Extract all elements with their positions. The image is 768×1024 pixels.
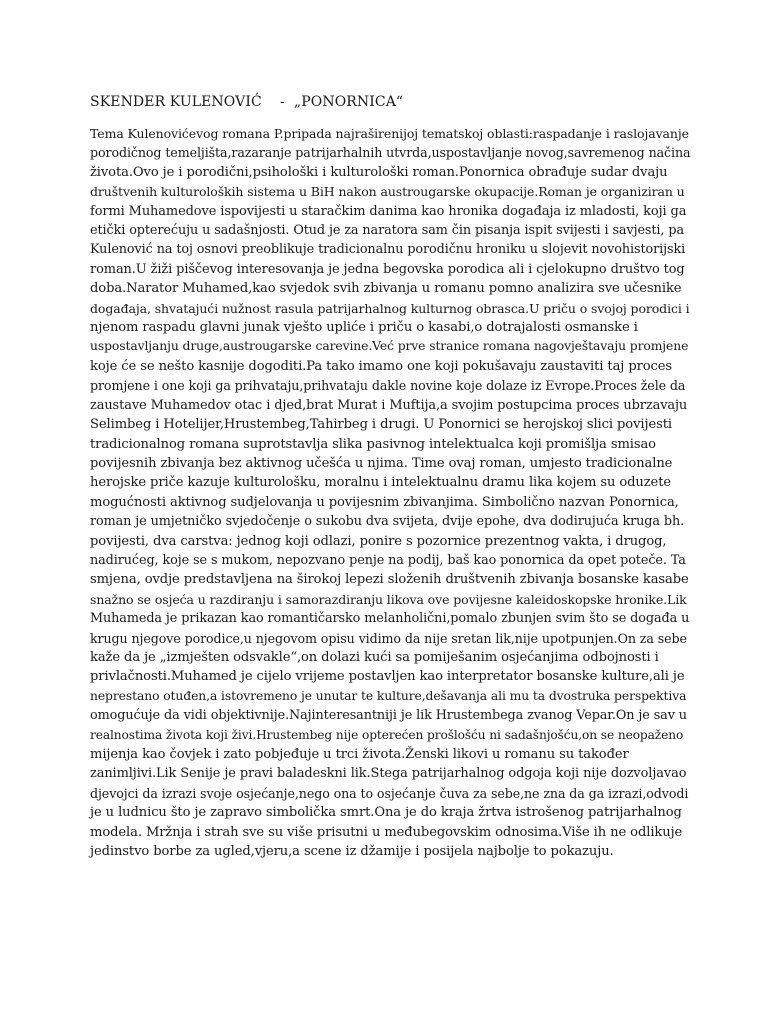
text-line: Tema Kulenovićevog romana P.pripada najraširenijoj tematskoj oblasti:raspadanje i raslojavanje [90,126,689,141]
text-line: Kulenović na toj osnovi preoblikuje tradicionalnu porodičnu hroniku u slojevit novohistorijski [90,242,686,258]
text-line: doba.Narator Muhamed,kao svjedok svih zbivanja u romanu pomno analizira sve učesnike [90,281,682,297]
text-line: realnostima života koji živi.Hrustembeg nije opterećen prošlošću ni sadašnjošću,on se neopaženo [90,727,684,742]
text-line: Muhameda je prikazan kao romantičarsko melanholični,pomalo zbunjen svim što se događa u [90,611,690,627]
text-line: je u ludnicu što je zapravo simbolička smrt.Ona je do kraja žrtva istrošenog patrijarhalnog [90,805,682,821]
text-line: neprestano otuđen,a istovremeno je unutar te kulture,dešavanja ali mu ta dvostruka perspektiva [90,688,687,703]
text-line: kaže da je „izmješten odsvakle“,on dolazi kući sa pomiješanim osjećanjima odbojnosti i [90,649,659,665]
text-line: njenom raspadu glavni junak vješto upliće i priču o kasabi,o dotrajalosti osmanske i [90,320,638,336]
text-line: koje će se nešto kasnije dogoditi.Pa tako imamo one koji pokušavaju zaustaviti taj proces [90,358,673,374]
document-body [90,124,690,861]
text-line: krugu njegove porodice,u njegovom opisu vidimo da nije sretan lik,nije upotpunjen.On za sebe [90,630,687,646]
text-line: snažno se osjeća u razdiranju i samorazdiranju likova ove povijesne kaleidoskopske hronike.Lik [90,591,687,607]
text-line: roman je umjetničko svjedočenje o sukobu dva svijeta, dvije epohe, dva dodirujuća kruga bh. [90,514,685,530]
text-line: djevojci da izrazi svoje osjećanje,nego ona to osjećanje čuva za sebe,ne zna da ga izrazi,odvodi [90,785,689,801]
text-line: Selimbeg i Hotelijer,Hrustembeg,Tahirbeg i drugi. U Ponornici se herojskoj slici povijesti [90,417,672,433]
text-line: mogućnosti aktivnog sudjelovanja u povijesnim zbivanjima. Simbolično nazvan Ponornica, [90,494,679,510]
text-line: mijenja kao čovjek i zato pobjeđuje u trci života.Ženski likovi u romanu su također [90,747,629,762]
text-line: uspostavljanju druge,austrougarske carevine.Već prve stranice romana nagovještavaju promjene [90,339,689,354]
text-line: zanimljivi.Lik Senije je pravi baladeskni lik.Stega patrijarhalnog odgoja koji nije dozvoljavao [90,766,687,782]
document-page [90,92,690,861]
text-line: jedinstvo borbe za ugled,vjeru,a scene iz džamije i posijela najbolje to pokazuju. [90,844,614,860]
text-line: zaustave Muhamedov otac i djed,brat Murat i Muftija,a svojim postupcima proces ubrzavaju [90,397,688,413]
text-line: roman.U žiži piščevog interesovanja je jedna begovska porodica ali i cjelokupno društvo tog [90,261,685,277]
text-line: života.Ovo je i porodični,psihološki i kulturološki roman.Ponornica obrađuje sudar dvaju [90,164,668,180]
text-line: društvenih kulturoloških sistema u BiH nakon austrougarske okupacije.Roman je organiziran u [90,184,685,200]
text-line: privlačnosti.Muhamed je cijelo vrijeme postavljen kao interpretator bosanske kulture,ali je [90,669,685,685]
document-title: SKENDER KULENOVIĆ - „PONORNICA“ [90,94,404,110]
text-line: omogućuje da vidi objektivnije.Najinteresantniji je lik Hrustembega zvanog Vepar.On je sav u [90,708,687,724]
text-line: tradicionalnog romana suprotstavlja slika pasivnog intelektualca koji promišlja smisao [90,436,656,452]
text-line: herojske priče kazuje kulturološku, moralnu i intelektualnu dramu lika kojem su oduzete [90,475,671,491]
text-line: nadirućeg, koje se s mukom, nepozvano penje na podij, baš kao ponornica da opet poteče. Ta [90,552,686,568]
text-line: događaja, shvatajući nužnost rasula patrijarhalnog kulturnog obrasca.U priču o svojoj porodici i [90,300,690,316]
text-line: formi Muhamedove ispovijesti u staračkim danima kao hronika događaja iz mladosti, koji ga [90,203,687,219]
text-line: povijesti, dva carstva: jednog koji odlazi, ponire s pozornice prezentnog vakta, i drugog, [90,533,667,549]
text-line: promjene i one koji ga prihvataju,prihvataju dakle novine koje dolaze iz Evrope.Proces žele da [90,378,686,394]
text-line: povijesnih zbivanja bez aktivnog učešća u njima. Time ovaj roman, umjesto tradicionalne [90,455,673,471]
text-line: smjena, ovdje predstavljena na širokoj lepezi složenih društvenih zbivanja bosanske kasabe [90,572,689,588]
text-line: modela. Mržnja i strah sve su više prisutni u međubegovskim odnosima.Više ih ne odlikuje [90,824,683,840]
text-line: porodičnog temeljišta,razaranje patrijarhalnih utvrda,uspostavljanje novog,savremenog načina [90,145,691,161]
text-line: etički opterećuju u sadašnjosti. Otud je za naratora sam čin pisanja ispit svijesti i savjesti, pa [90,223,684,239]
